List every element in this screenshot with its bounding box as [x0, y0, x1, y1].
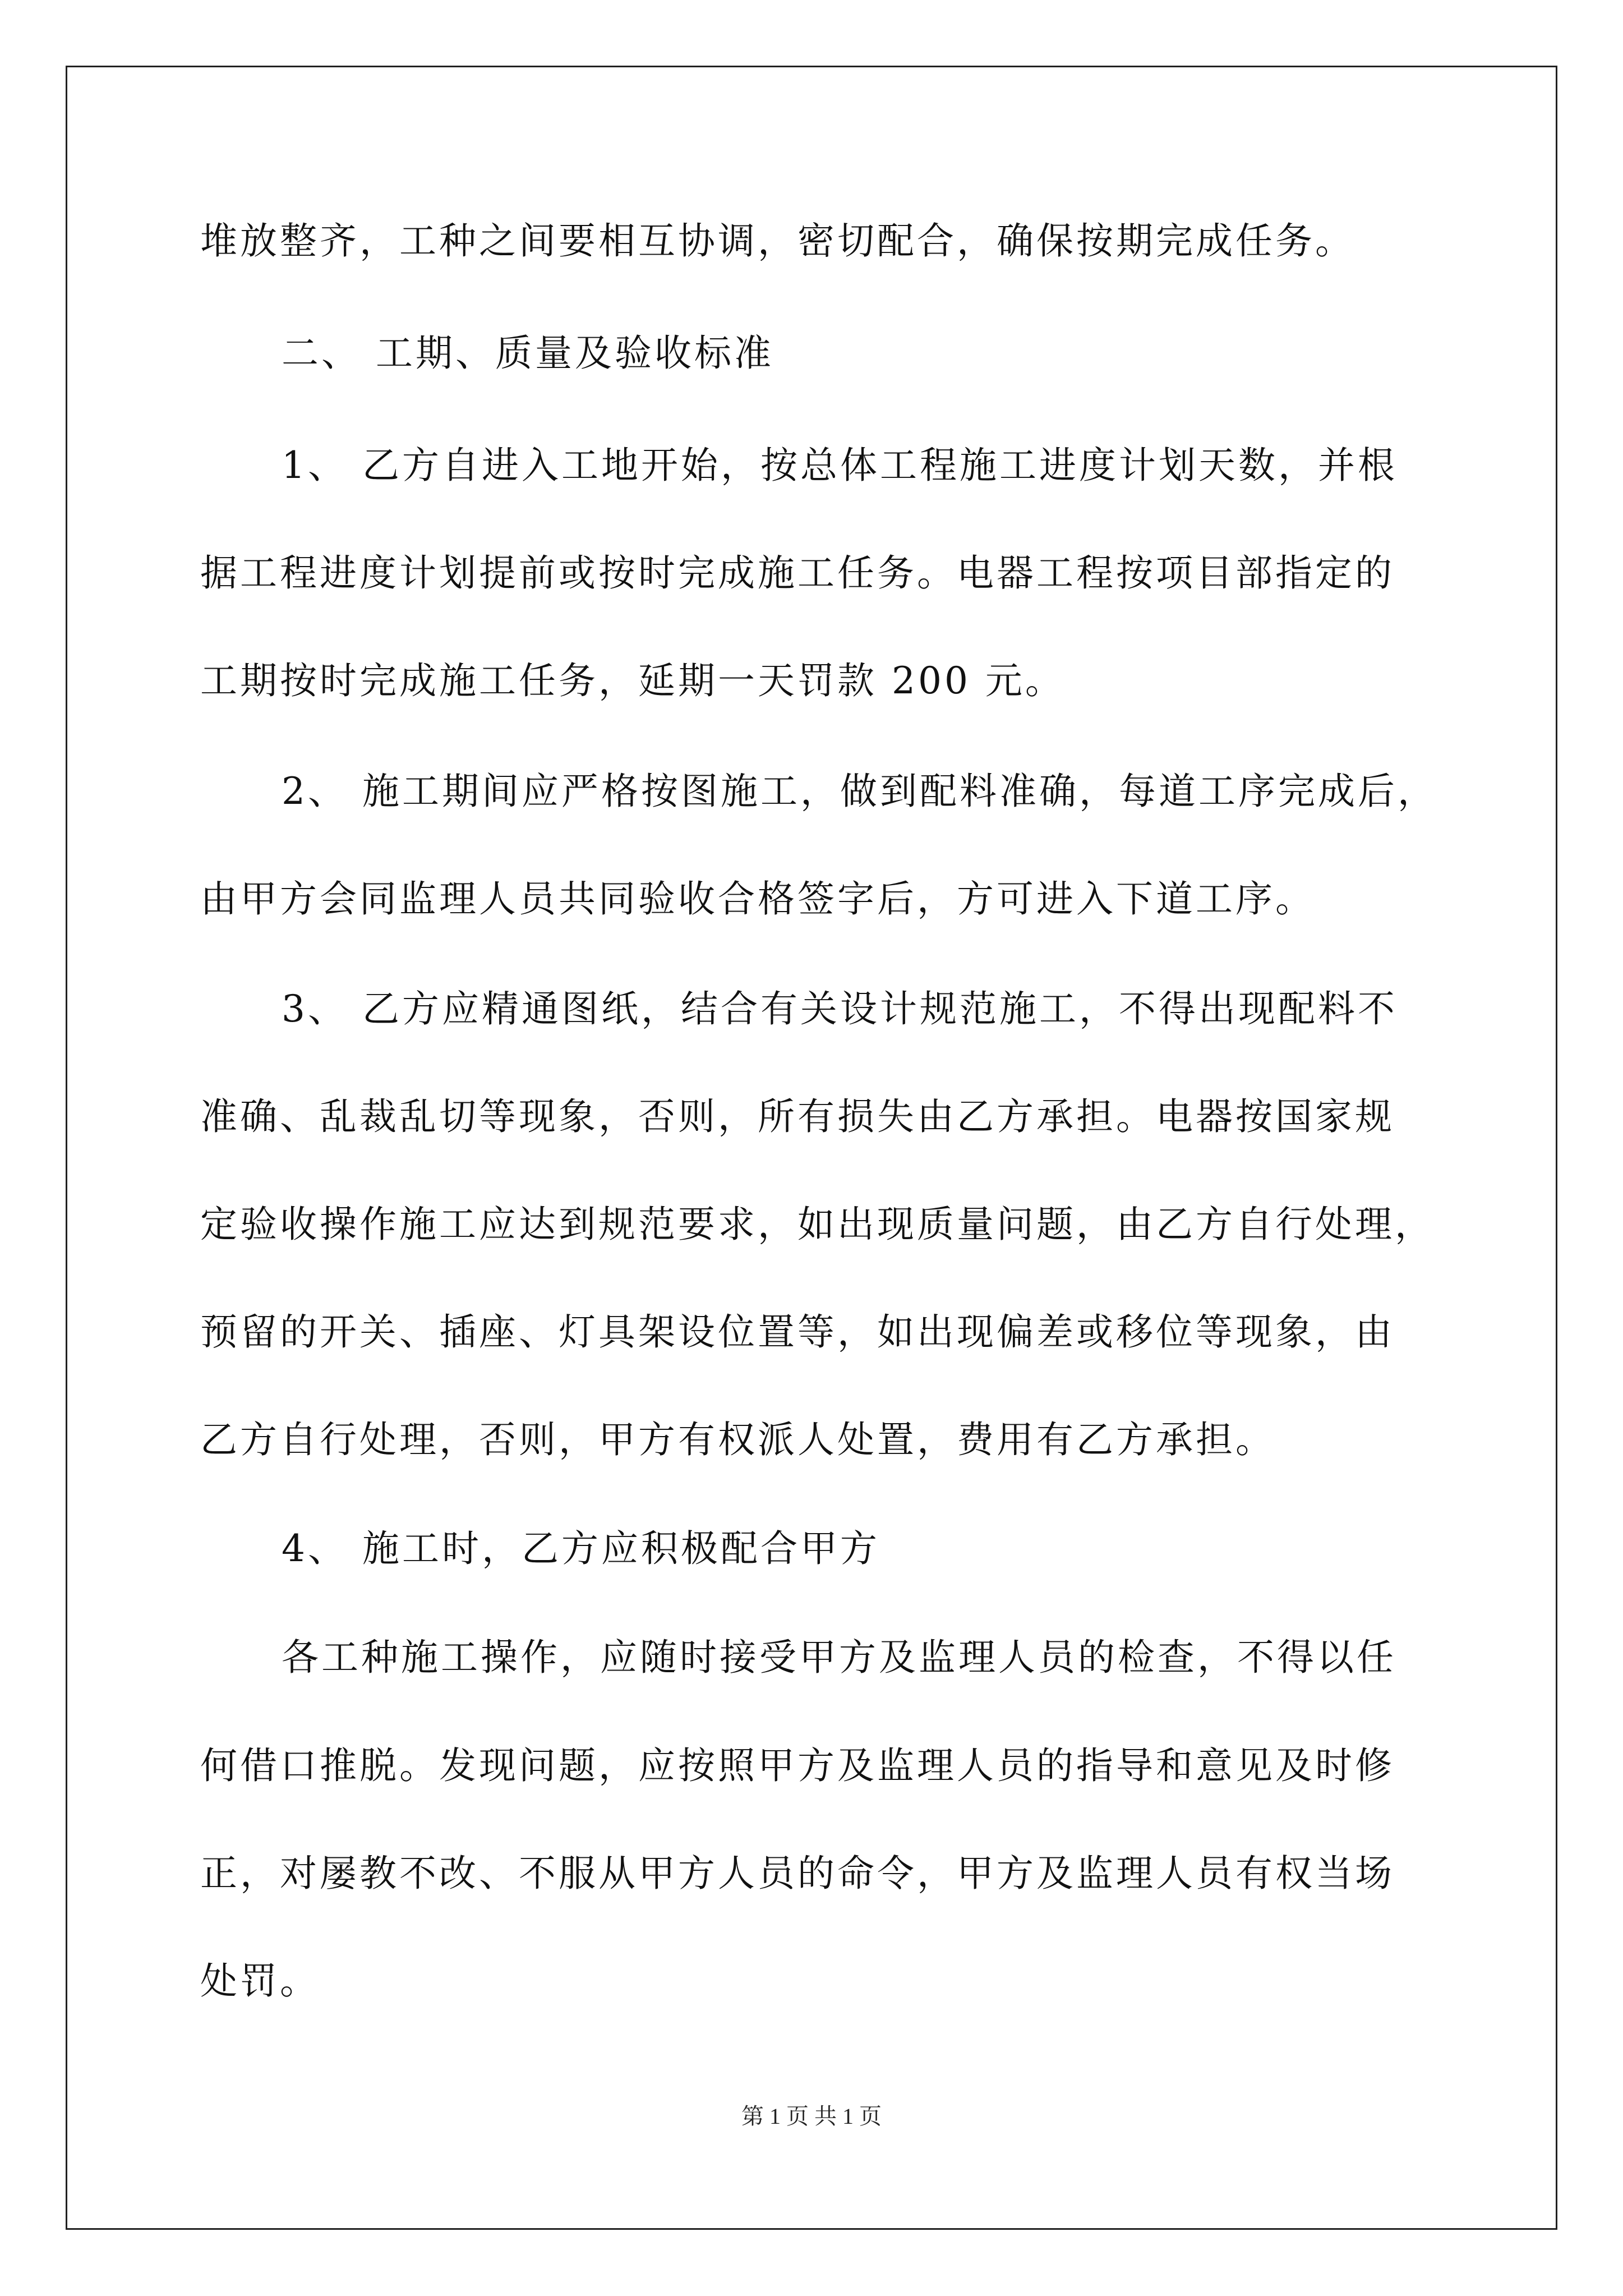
text-line: 工期按时完成施工任务，延期一天罚款 200 元。 — [200, 659, 1065, 702]
page-border — [66, 66, 1557, 2230]
text-line: 何借口推脱。发现问题，应按照甲方及监理人员的指导和意见及时修 — [200, 1744, 1395, 1787]
text-line: 堆放整齐，工种之间要相互协调，密切配合，确保按期完成任务。 — [200, 219, 1355, 263]
text-line: 1、 乙方自进入工地开始，按总体工程施工进度计划天数，并根 — [282, 444, 1398, 487]
text-line: 处罚。 — [200, 1959, 320, 2003]
text-line: 3、 乙方应精通图纸，结合有关设计规范施工，不得出现配料不 — [282, 987, 1398, 1030]
text-line: 预留的开关、插座、灯具架设位置等，如出现偏差或移位等现象，由 — [200, 1310, 1395, 1354]
text-line: 4、 施工时，乙方应积极配合甲方 — [282, 1527, 880, 1570]
text-line: 准确、乱裁乱切等现象，否则，所有损失由乙方承担。电器按国家规 — [200, 1095, 1395, 1138]
text-line: 2、 施工期间应严格按图施工，做到配料准确，每道工序完成后， — [282, 770, 1437, 813]
text-line: 正，对屡教不改、不服从甲方人员的命令，甲方及监理人员有权当场 — [200, 1852, 1395, 1895]
text-line: 定验收操作施工应达到规范要求，如出现质量问题，由乙方自行处理， — [200, 1203, 1435, 1246]
text-line: 乙方自行处理，否则，甲方有权派人处置，费用有乙方承担。 — [200, 1418, 1275, 1461]
text-line: 各工种施工操作，应随时接受甲方及监理人员的检查，不得以任 — [282, 1636, 1396, 1679]
page-footer: 第 1 页 共 1 页 — [741, 2104, 882, 2129]
text-line: 由甲方会同监理人员共同验收合格签字后，方可进入下道工序。 — [200, 877, 1315, 921]
section-heading: 二、 工期、质量及验收标准 — [282, 332, 774, 375]
text-line: 据工程进度计划提前或按时完成施工任务。电器工程按项目部指定的 — [200, 551, 1395, 595]
